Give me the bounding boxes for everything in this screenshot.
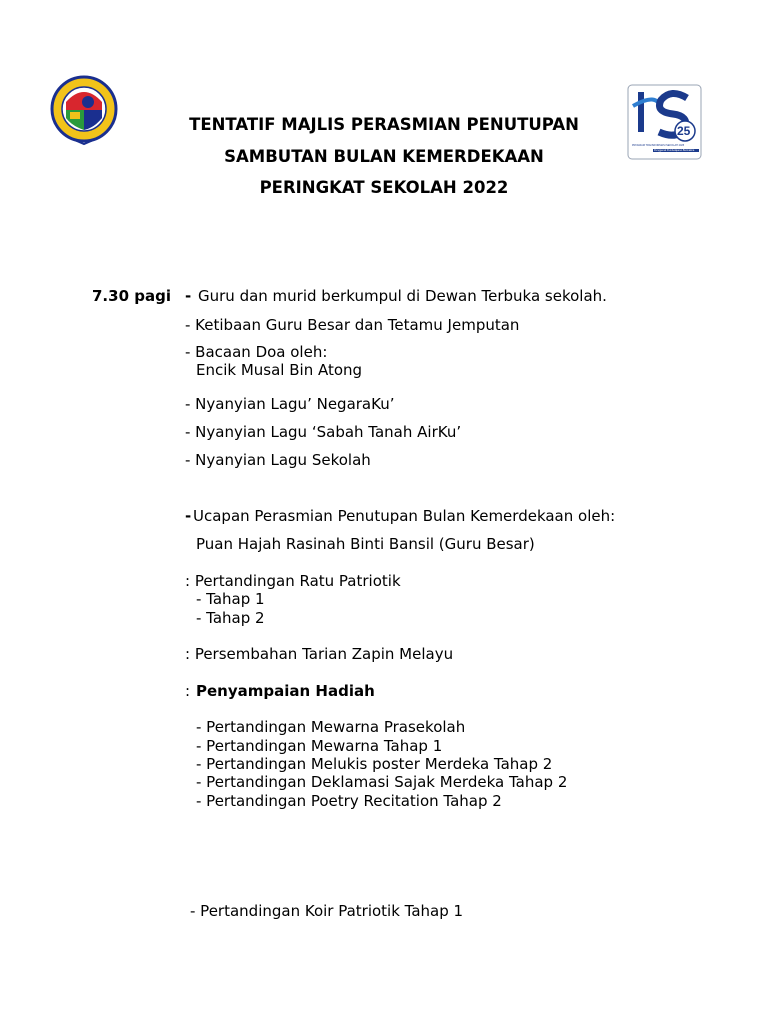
schedule-item-ratu-tahap-2: - Tahap 2	[196, 609, 265, 627]
schedule-item-persembahan: : Persembahan Tarian Zapin Melayu	[185, 645, 454, 663]
schedule-item-ucapan-dash: -	[185, 507, 192, 525]
schedule-item-doa-person: Encik Musal Bin Atong	[196, 361, 363, 379]
page-title-line-1: TENTATIF MAJLIS PERASMIAN PENUTUPAN	[189, 115, 579, 134]
schedule-item-lagu-sekolah: - Nyanyian Lagu Sekolah	[185, 451, 371, 469]
prize-item-melukis-poster: - Pertandingan Melukis poster Merdeka Tahap 2	[196, 755, 553, 773]
schedule-item-ketibaan: - Ketibaan Guru Besar dan Tetamu Jemputan	[185, 316, 520, 334]
schedule-item-ucapan: Ucapan Perasmian Penutupan Bulan Kemerdekaan oleh:	[193, 507, 616, 525]
ts25-small-text: PROGRAM TRANSFORMASI SEKOLAH 2025	[632, 144, 685, 147]
schedule-time-dash: -	[185, 287, 192, 305]
schedule-time: 7.30 pagi	[92, 287, 171, 305]
ts25-tagline: Penggerak Pembelajaran Bermakna	[653, 149, 699, 152]
schedule-item-ucapan-person: Puan Hajah Rasinah Binti Bansil (Guru Besar)	[196, 535, 535, 553]
schedule-item-lagu-negaraku: - Nyanyian Lagu’ NegaraKu’	[185, 395, 395, 413]
prize-item-mewarna-prasekolah: - Pertandingan Mewarna Prasekolah	[196, 718, 466, 736]
schedule-item-lagu-sabah: - Nyanyian Lagu ‘Sabah Tanah AirKu’	[185, 423, 462, 441]
page-title-line-2: SAMBUTAN BULAN KEMERDEKAAN	[224, 147, 544, 166]
prize-item-mewarna-tahap-1: - Pertandingan Mewarna Tahap 1	[196, 737, 443, 755]
schedule-item-hadiah-colon: :	[185, 682, 191, 700]
prize-item-deklamasi-sajak: - Pertandingan Deklamasi Sajak Merdeka Tahap 2	[196, 773, 568, 791]
schedule-item-hadiah: Penyampaian Hadiah	[196, 682, 375, 700]
prize-item-poetry-recitation: - Pertandingan Poetry Recitation Tahap 2	[196, 792, 502, 810]
schedule-item-berkumpul: Guru dan murid berkumpul di Dewan Terbuka sekolah.	[198, 287, 607, 305]
schedule-item-koir: - Pertandingan Koir Patriotik Tahap 1	[190, 902, 464, 920]
school-crest-logo	[48, 74, 120, 146]
schedule-item-doa: - Bacaan Doa oleh:	[185, 343, 328, 361]
schedule-item-ratu-tahap-1: - Tahap 1	[196, 590, 265, 608]
page-title-line-3: PERINGKAT SEKOLAH 2022	[259, 178, 509, 197]
ts25-number: 25	[677, 124, 691, 138]
schedule-item-ratu: : Pertandingan Ratu Patriotik	[185, 572, 401, 590]
